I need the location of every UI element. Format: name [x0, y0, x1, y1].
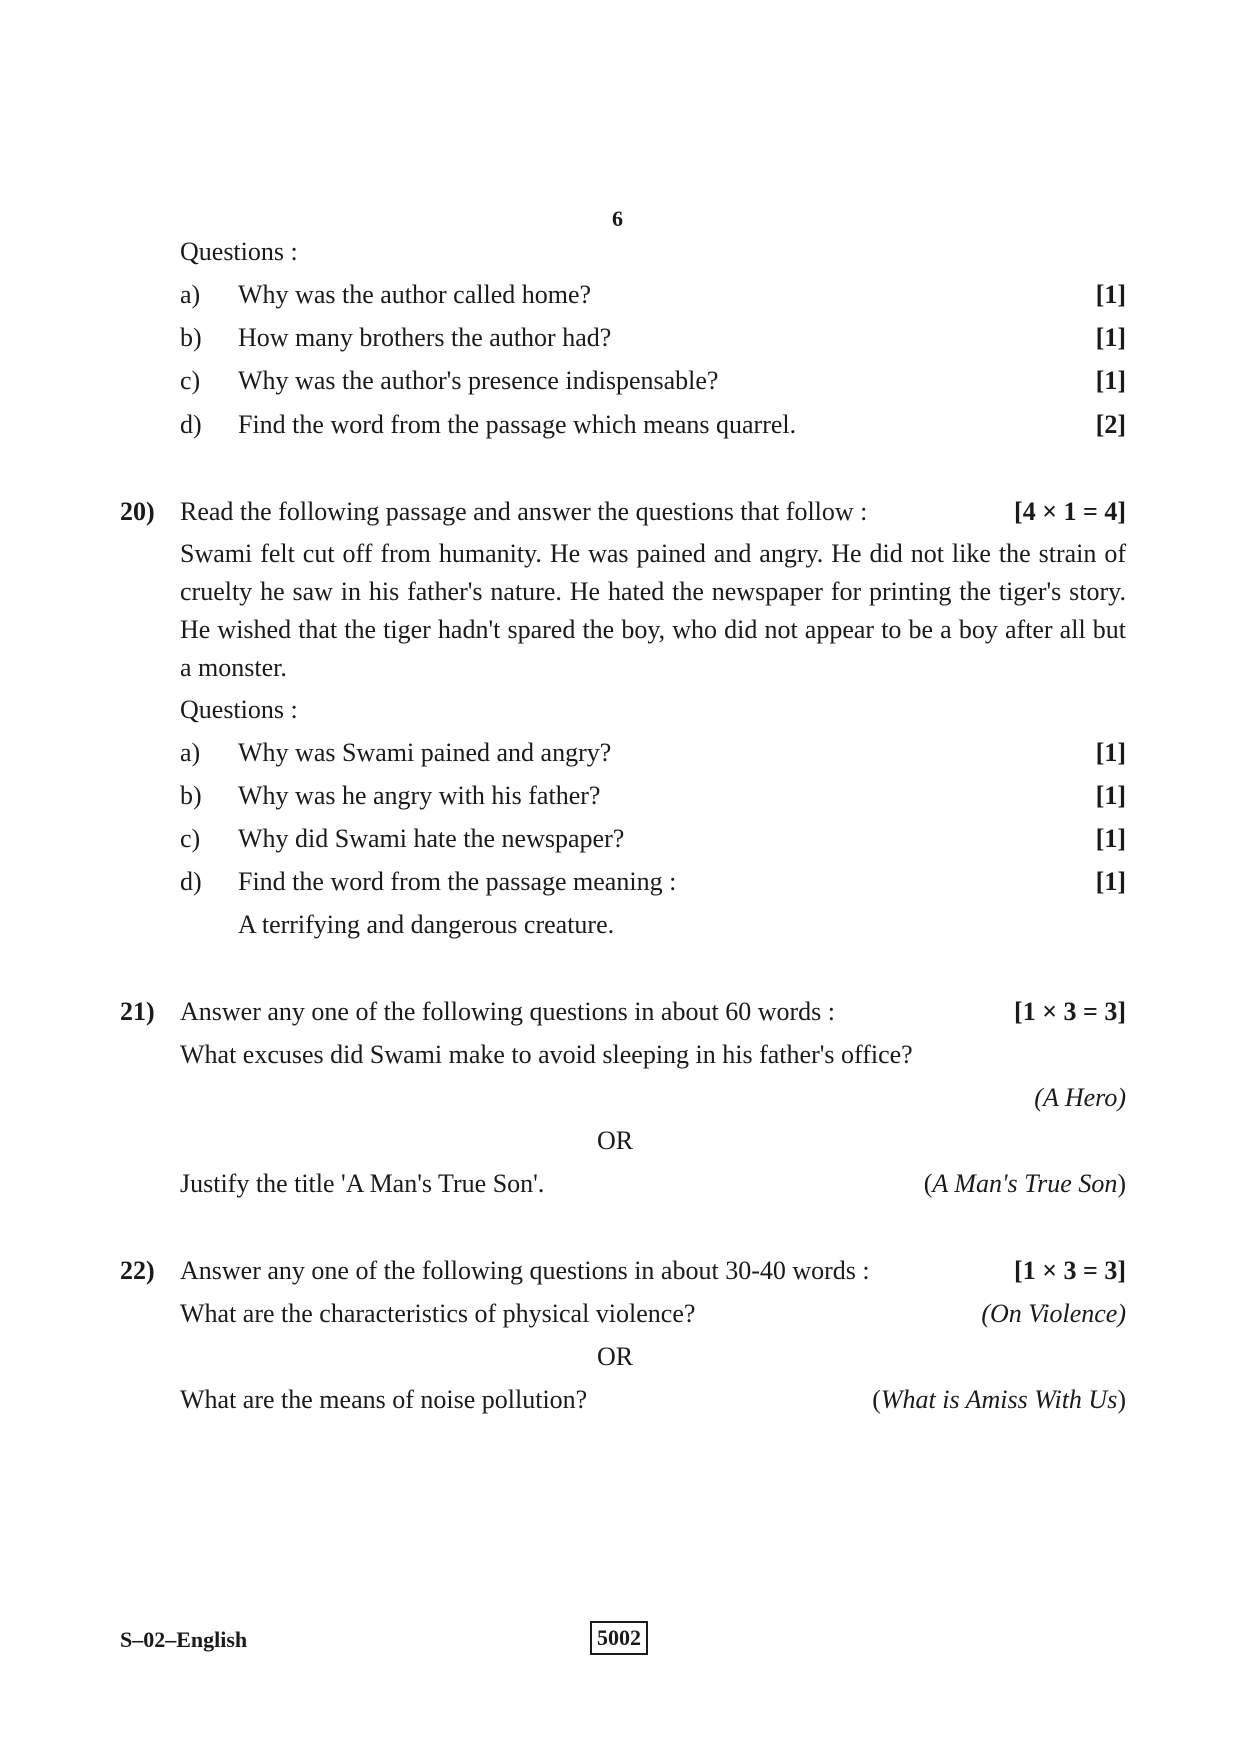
q20-c-text: Why did Swami hate the newspaper? [238, 824, 625, 853]
q19-a-marks: [1] [1095, 280, 1126, 309]
source-title: A Man's True Son [932, 1169, 1118, 1198]
q22-option1-source: (On Violence) [981, 1299, 1126, 1328]
q20-a-label: a) [180, 738, 201, 767]
q20-c-label: c) [180, 824, 201, 853]
page-number: 6 [612, 206, 623, 231]
q20-number: 20) [120, 497, 155, 526]
q22-option2: What are the means of noise pollution? [180, 1385, 588, 1414]
q22-marks: [1 × 3 = 3] [1014, 1256, 1126, 1285]
q22-number: 22) [120, 1256, 155, 1285]
source-title: What is Amiss With Us [880, 1385, 1118, 1414]
q19-b-marks: [1] [1095, 323, 1126, 352]
q20-b-label: b) [180, 781, 202, 810]
q22-option1: What are the characteristics of physical violence? [180, 1299, 696, 1328]
q21-option1-source: (A Hero) [1034, 1083, 1126, 1112]
q19-d-marks: [2] [1095, 410, 1126, 439]
q21-instruction: Answer any one of the following questions in about 60 words : [180, 997, 835, 1026]
footer-paper-number: 5002 [590, 1621, 648, 1655]
q20-b-marks: [1] [1095, 781, 1126, 810]
q22-or: OR [597, 1342, 634, 1371]
q20-a-marks: [1] [1095, 738, 1126, 767]
q21-marks: [1 × 3 = 3] [1014, 997, 1126, 1026]
q20-d-marks: [1] [1095, 867, 1126, 896]
paren-close: ) [1117, 1385, 1126, 1414]
q20-d-text: Find the word from the passage meaning : [238, 867, 677, 896]
q21-or: OR [597, 1126, 634, 1155]
q19-c-text: Why was the author's presence indispensable? [238, 366, 719, 395]
q19-d-label: d) [180, 410, 202, 439]
q21-option2: Justify the title 'A Man's True Son'. [180, 1169, 545, 1198]
q20-d-continuation: A terrifying and dangerous creature. [238, 910, 615, 939]
q19-c-label: c) [180, 366, 201, 395]
q19-b-label: b) [180, 323, 202, 352]
q20-questions-label: Questions : [180, 695, 298, 724]
paren-open: ( [923, 1169, 933, 1198]
q20-b-text: Why was he angry with his father? [238, 781, 601, 810]
paren-close: ) [1117, 1169, 1126, 1198]
q22-option2-source [872, 1384, 1126, 1416]
q21-option1: What excuses did Swami make to avoid sleeping in his father's office? [180, 1040, 913, 1069]
q20-instruction: Read the following passage and answer the questions that follow : [180, 497, 868, 526]
q20-c-marks: [1] [1095, 824, 1126, 853]
q19-a-label: a) [180, 280, 201, 309]
q19-a-text: Why was the author called home? [238, 280, 592, 309]
q20-d-label: d) [180, 867, 202, 896]
footer-code: S–02–English [120, 1627, 248, 1652]
q19-b-text: How many brothers the author had? [238, 323, 612, 352]
questions-label: Questions : [180, 237, 298, 266]
q20-passage: Swami felt cut off from humanity. He was pained and angry. He did not like the strain of cruelty he saw in his father's nature. He hated the newspaper for printing the tiger's story. He wished that the tiger hadn't spared the boy, who did not appear to be a boy after all but a monster. [180, 539, 1126, 682]
q21-option2-source [924, 1168, 1126, 1200]
q19-d-text: Find the word from the passage which means quarrel. [238, 410, 797, 439]
paren-open: ( [872, 1385, 881, 1414]
q19-c-marks: [1] [1095, 366, 1126, 395]
q22-instruction: Answer any one of the following questions in about 30-40 words : [180, 1256, 870, 1285]
q21-number: 21) [120, 997, 155, 1026]
q20-marks: [4 × 1 = 4] [1014, 497, 1126, 526]
q20-a-text: Why was Swami pained and angry? [238, 738, 612, 767]
